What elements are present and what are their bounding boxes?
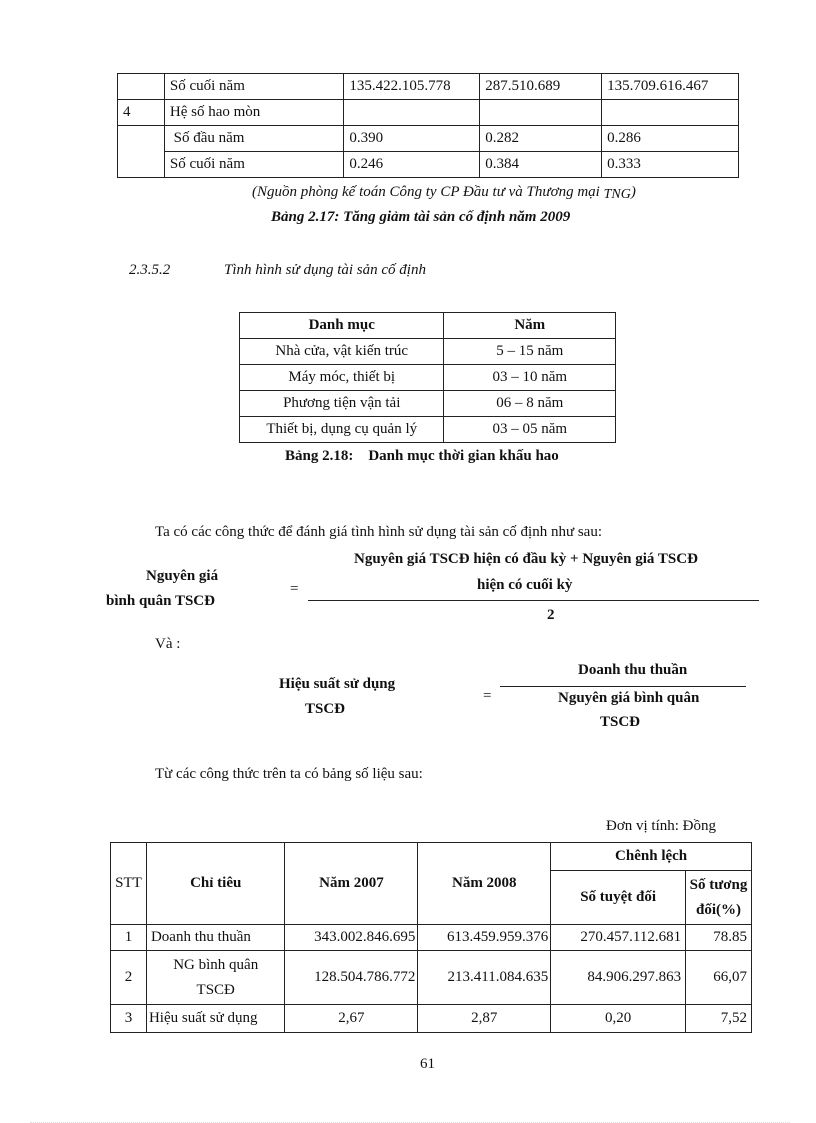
table-row <box>111 951 752 1005</box>
formula2-denominator-line2: TSCĐ <box>600 714 641 730</box>
table-row <box>240 417 616 443</box>
formula1-fraction-bar <box>308 600 759 601</box>
formula1-lhs-line1: Nguyên giá <box>146 568 219 584</box>
intro-paragraph: Ta có các công thức để đánh giá tình hình sử dụng tài sản cố định như sau: <box>155 524 602 540</box>
column-header-difference: Chênh lệch <box>551 843 752 871</box>
relative-diff-cell: 78.85 <box>686 925 752 951</box>
unit-note: Đơn vị tính: Đồng <box>606 818 717 834</box>
section-number: 2.3.5.2 <box>129 262 171 278</box>
value-cell: 0.286 <box>602 126 739 152</box>
category-cell: Nhà cửa, vật kiến trúc <box>240 339 444 365</box>
value-cell: 0.246 <box>344 152 480 178</box>
formula1-denominator: 2 <box>547 607 555 623</box>
table-row <box>240 365 616 391</box>
value-2007-cell: 128.504.786.772 <box>285 951 418 1005</box>
table-caption: Bảng 2.17: Tăng giảm tài sản cố định năm 2009 <box>271 209 571 225</box>
value-2007-cell: 343.002.846.695 <box>285 925 418 951</box>
relative-diff-cell: 7,52 <box>686 1005 752 1033</box>
absolute-diff-cell: 270.457.112.681 <box>551 925 686 951</box>
section-title: Tình hình sử dụng tài sản cố định <box>224 262 426 278</box>
label-cell: Hệ số hao mòn <box>164 100 343 126</box>
absolute-diff-cell: 84.906.297.863 <box>551 951 686 1005</box>
formula2-equals: = <box>483 688 492 704</box>
value-cell: 0.384 <box>480 152 602 178</box>
stt-cell: 1 <box>111 925 147 951</box>
indicator-cell: Doanh thu thuần <box>146 925 285 951</box>
asset-efficiency-table <box>110 842 752 1033</box>
formula2-numerator: Doanh thu thuần <box>578 662 688 678</box>
table-row <box>111 1005 752 1033</box>
years-cell: 06 – 8 năm <box>444 391 616 417</box>
and-text: Và : <box>155 636 181 652</box>
label-cell: Số cuối năm <box>164 152 343 178</box>
column-header-stt: STT <box>111 843 147 925</box>
table-row <box>118 152 739 178</box>
formula1-equals: = <box>290 581 299 597</box>
label-cell: Số đầu năm <box>164 126 343 152</box>
value-cell <box>602 100 739 126</box>
stt-cell: 2 <box>111 951 147 1005</box>
formula1-numerator-line2: hiện có cuối kỳ <box>477 577 573 593</box>
table-row <box>240 391 616 417</box>
formula2-fraction-bar <box>500 686 746 687</box>
relative-diff-cell: 66,07 <box>686 951 752 1005</box>
formula2-lhs-line2: TSCĐ <box>305 701 346 717</box>
label-cell: Số cuối năm <box>164 74 343 100</box>
column-header-relative: Số tương đối(%) <box>686 871 752 925</box>
formula1-numerator-line1: Nguyên giá TSCĐ hiện có đầu kỳ + Nguyên giá TSCĐ <box>354 551 698 567</box>
column-header: Danh mục <box>240 313 444 339</box>
stt-cell <box>118 126 165 178</box>
years-cell: 03 – 10 năm <box>444 365 616 391</box>
value-cell: 0.282 <box>480 126 602 152</box>
page-number: 61 <box>420 1056 435 1072</box>
stt-cell: 4 <box>118 100 165 126</box>
category-cell: Thiết bị, dụng cụ quản lý <box>240 417 444 443</box>
value-2007-cell: 2,67 <box>285 1005 418 1033</box>
table-caption: Bảng 2.18: Danh mục thời gian khấu hao <box>285 448 559 464</box>
column-header-2008: Năm 2008 <box>418 843 551 925</box>
depreciation-table <box>239 312 616 443</box>
indicator-cell: Hiệu suất sử dụng <box>146 1005 285 1033</box>
value-cell: 135.709.616.467 <box>602 74 739 100</box>
stt-cell <box>118 74 165 100</box>
column-header-indicator: Chỉ tiêu <box>146 843 285 925</box>
formula1-lhs-line2: bình quân TSCĐ <box>106 593 215 609</box>
stt-cell: 3 <box>111 1005 147 1033</box>
column-header-2007: Năm 2007 <box>285 843 418 925</box>
value-cell <box>480 100 602 126</box>
column-header: Năm <box>444 313 616 339</box>
value-cell: 287.510.689 <box>480 74 602 100</box>
table-row <box>118 100 739 126</box>
value-2008-cell: 213.411.084.635 <box>418 951 551 1005</box>
table-row <box>118 126 739 152</box>
value-cell <box>344 100 480 126</box>
lead-paragraph: Từ các công thức trên ta có bảng số liệu sau: <box>155 766 423 782</box>
formula2-lhs-line1: Hiệu suất sử dụng <box>279 676 396 692</box>
formula2-denominator-line1: Nguyên giá bình quân <box>558 690 700 706</box>
value-2008-cell: 613.459.959.376 <box>418 925 551 951</box>
years-cell: 03 – 05 năm <box>444 417 616 443</box>
column-header-absolute: Số tuyệt đối <box>551 871 686 925</box>
table-row <box>118 74 739 100</box>
category-cell: Phương tiện vận tải <box>240 391 444 417</box>
table-source-note: (Nguồn phòng kế toán Công ty CP Đầu tư và Thương mại TNG) <box>252 184 636 202</box>
category-cell: Máy móc, thiết bị <box>240 365 444 391</box>
table-row <box>240 339 616 365</box>
value-2008-cell: 2,87 <box>418 1005 551 1033</box>
indicator-cell: NG bình quân TSCĐ <box>146 951 285 1005</box>
table-header-row <box>111 843 752 871</box>
value-cell: 0.333 <box>602 152 739 178</box>
table-header-row <box>240 313 616 339</box>
source-brand: TNG <box>603 187 631 202</box>
value-cell: 0.390 <box>344 126 480 152</box>
asset-change-table-continued <box>117 73 739 178</box>
absolute-diff-cell: 0,20 <box>551 1005 686 1033</box>
value-cell: 135.422.105.778 <box>344 74 480 100</box>
table-row <box>111 925 752 951</box>
years-cell: 5 – 15 năm <box>444 339 616 365</box>
